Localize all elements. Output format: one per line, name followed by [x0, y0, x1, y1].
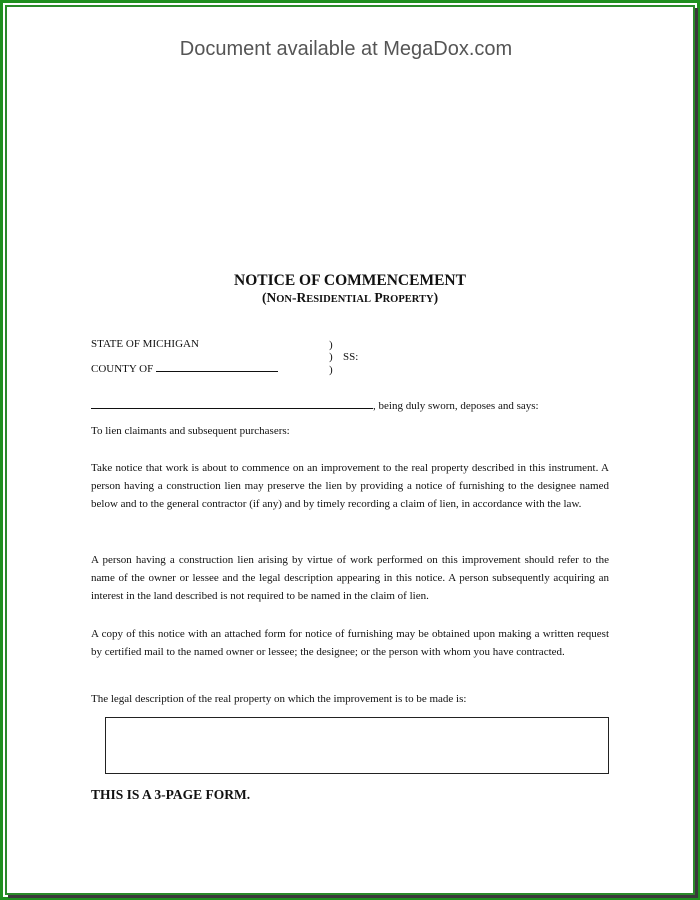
paragraph-1: Take notice that work is about to commence on an improvement to the real property described in this instrument. A person having a construction lien may preserve the lien by providing a notice of furnishing to the designee named below and to the general contractor (if any) and by timely recording a claim of lien, in accordance with the law.	[91, 462, 609, 510]
sworn-text: , being duly sworn, deposes and says:	[373, 400, 539, 412]
venue-bracket-1: )	[329, 339, 333, 351]
affiant-name-field[interactable]	[91, 408, 373, 409]
venue-bracket-2: )	[329, 351, 333, 363]
watermark-banner: Document available at MegaDox.com	[179, 38, 513, 60]
venue-county-label: COUNTY OF	[91, 363, 154, 375]
document-subtitle: (NON-RESIDENTIAL PROPERTY)	[261, 290, 439, 305]
venue-county	[91, 363, 278, 375]
venue-state: STATE OF MICHIGAN	[91, 338, 199, 350]
form-page-notice: THIS IS A 3-PAGE FORM.	[91, 787, 251, 802]
legal-description-box[interactable]	[105, 717, 609, 774]
venue-bracket-3: )	[329, 364, 333, 376]
paragraph-2: A person having a construction lien arising by virtue of work performed on this improvement should refer to the name of the owner or lessee and the legal description appearing in this notice. A person subsequently acquiring an interest in the land described is not required to be named in the claim of lien.	[91, 554, 609, 602]
addressee-line: To lien claimants and subsequent purchasers:	[91, 425, 290, 437]
legal-description-prompt: The legal description of the real property on which the improvement is to be made is:	[91, 693, 467, 705]
venue-ss: SS:	[343, 351, 359, 363]
sworn-statement	[91, 400, 539, 412]
paragraph-3: A copy of this notice with an attached form for notice of furnishing may be obtained upon making a written request by certified mail to the named owner or lessee; the designee; or the person with whom you have contracted.	[91, 628, 609, 658]
county-blank-field[interactable]	[156, 371, 278, 372]
document-title: NOTICE OF COMMENCEMENT	[234, 272, 466, 289]
